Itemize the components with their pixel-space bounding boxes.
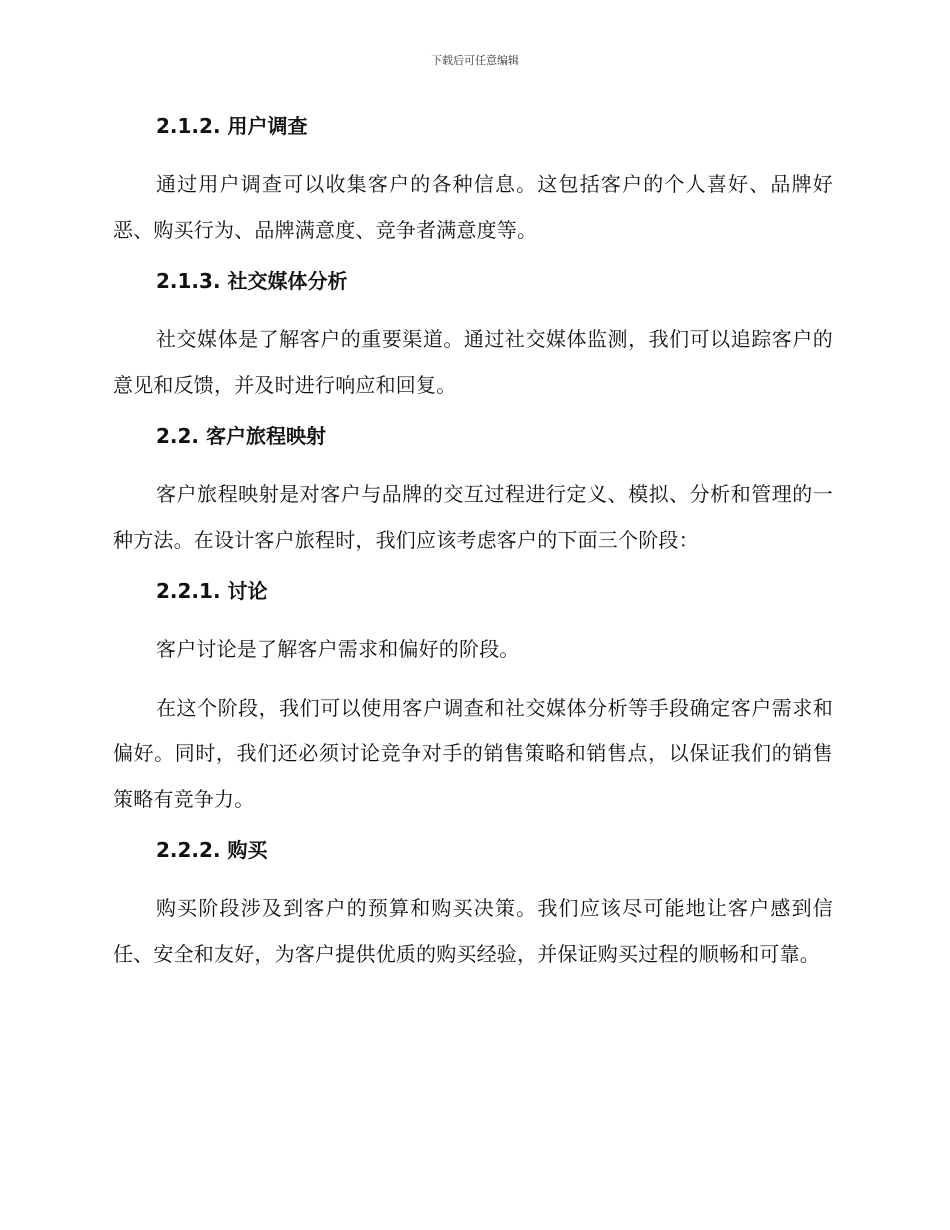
paragraph-user-survey: 通过用户调查可以收集客户的各种信息。这包括客户的个人喜好、品牌好恶、购买行为、品牌满意度、竞争者满意度等。 xyxy=(113,172,833,242)
section-heading-social-media-analysis: 2.1.3. 社交媒体分析 xyxy=(156,269,348,293)
paragraph-purchase: 购买阶段涉及到客户的预算和购买决策。我们应该尽可能地让客户感到信任、安全和友好，为客户提供优质的购买经验，并保证购买过程的顺畅和可靠。 xyxy=(113,896,833,966)
paragraph-customer-journey-mapping: 客户旅程映射是对客户与品牌的交互过程进行定义、模拟、分析和管理的一种方法。在设计客户旅程时，我们应该考虑客户的下面三个阶段： xyxy=(113,482,833,552)
section-heading-customer-journey-mapping: 2.2. 客户旅程映射 xyxy=(156,424,326,448)
section-heading-purchase: 2.2.2. 购买 xyxy=(156,838,268,862)
page-header: 下载后可任意编辑 xyxy=(431,54,519,67)
document-body xyxy=(113,111,833,990)
paragraph-discussion-intro: 客户讨论是了解客户需求和偏好的阶段。 xyxy=(156,637,520,661)
paragraph-social-media-analysis: 社交媒体是了解客户的重要渠道。通过社交媒体监测，我们可以追踪客户的意见和反馈，并及时进行响应和回复。 xyxy=(113,327,833,397)
section-heading-user-survey: 2.1.2. 用户调查 xyxy=(156,114,308,138)
section-heading-discussion: 2.2.1. 讨论 xyxy=(156,579,268,603)
paragraph-discussion-detail: 在这个阶段，我们可以使用客户调查和社交媒体分析等手段确定客户需求和偏好。同时，我们还必须讨论竞争对手的销售策略和销售点，以保证我们的销售策略有竞争力。 xyxy=(113,695,833,811)
